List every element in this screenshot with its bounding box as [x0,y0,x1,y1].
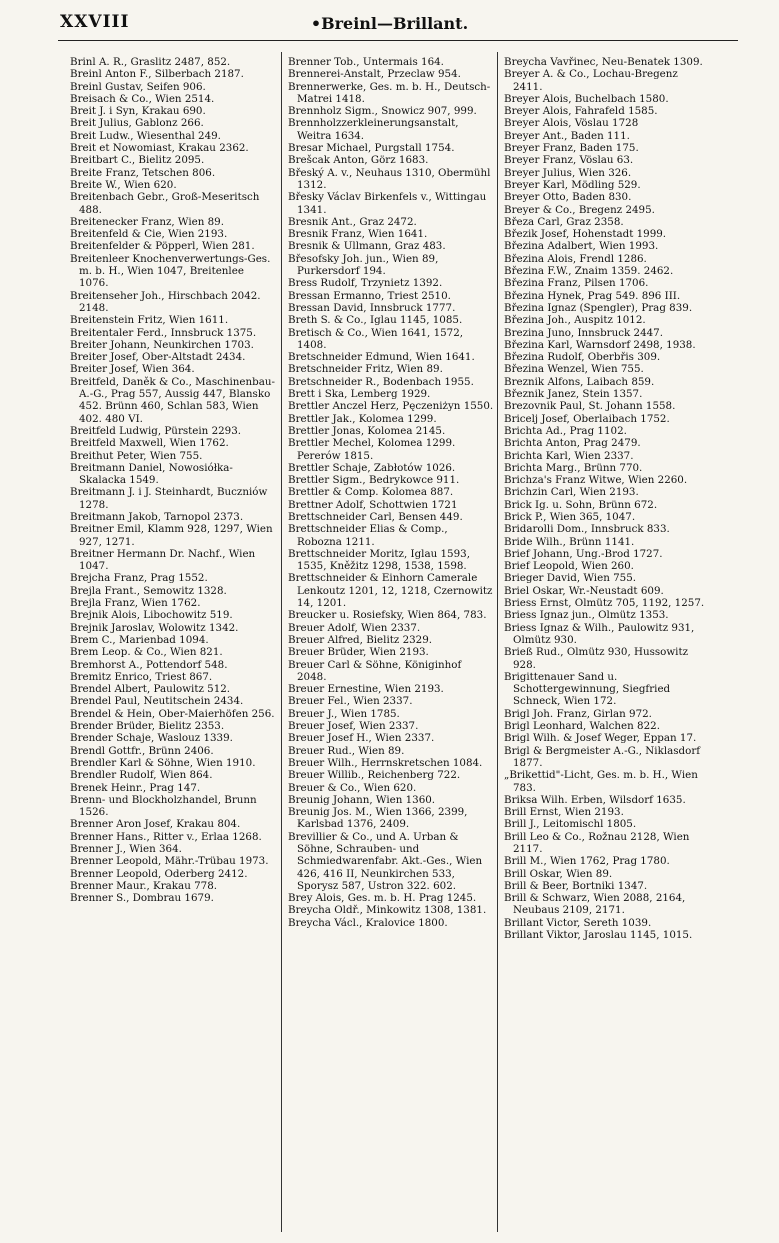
directory-entry: Breuer Alfred, Bielitz 2329. [288,633,433,646]
directory-entry: Brigl Leonhard, Walchen 822. [504,720,660,733]
directory-entry: Brichta Ad., Prag 1102. [504,424,627,437]
directory-entry: Bresnik & Ullmann, Graz 483. [288,240,446,253]
directory-entry: Breitenleer Knochenverwertungs-Ges. m. b. H., Wien 1047, Breitenlee 1076. [70,252,271,290]
directory-entry: Brill Oskar, Wien 89. [504,867,613,880]
directory-entry: Bressan David, Innsbruck 1777. [288,301,456,314]
directory-entry: Brichta Anton, Prag 2479. [504,437,641,450]
directory-entry: Breitenbach Gebr., Groß-Meseritsch 488. [70,191,260,216]
directory-entry: Briksa Wilh. Erben, Wilsdorf 1635. [504,793,686,806]
directory-entry: Brenner Leopold, Mähr.-Trübau 1973. [70,855,269,868]
directory-entry: Březa Carl, Graz 2358. [504,215,624,228]
directory-entry: Breyer Alois, Fahrafeld 1585. [504,105,658,118]
directory-entry: Brešcak Anton, Görz 1683. [288,154,429,167]
directory-entry: Breinl Gustav, Seifen 906. [70,80,206,93]
directory-entry: Bridarolli Dom., Innsbruck 833. [504,523,670,536]
directory-entry: Breuer Josef H., Wien 2337. [288,732,435,745]
directory-entry: Brett i Ska, Lemberg 1929. [288,388,431,401]
directory-entry: Bresar Michael, Purgstall 1754. [288,142,455,155]
directory-entry: Breitmann Jakob, Tarnopol 2373. [70,510,244,523]
directory-entry: Brill Ernst, Wien 2193. [504,806,624,819]
directory-entry: Březina Rudolf, Oberbřis 309. [504,351,661,364]
header-rule [58,40,738,41]
directory-entry: Březina Karl, Warnsdorf 2498, 1938. [504,338,696,351]
column-left [70,56,276,1236]
directory-entry: Breycha Vavřinec, Neu-Benatek 1309. [504,56,703,68]
directory-entry: Brill J., Leitomischl 1805. [504,818,637,831]
directory-entry: Breyer Julius, Wien 326. [504,166,632,179]
directory-entry: Březina Alois, Frendl 1286. [504,252,647,265]
directory-entry: Breyer Franz, Vöslau 63. [504,154,634,167]
directory-entry: Breitner Hermann Dr. Nachf., Wien 1047. [70,547,256,573]
directory-entry: Brem Leop. & Co., Wien 821. [70,646,223,659]
directory-entry: Breunig Jos. M., Wien 1366, 2399, Karlsbad 1376, 2409. [288,806,468,831]
directory-entry: Breyer Karl, Mödling 529. [504,178,641,191]
page-header [0,0,779,36]
directory-entry: Brichta Karl, Wien 2337. [504,449,634,462]
directory-entry: Breitmann J. i J. Steinhardt, Buczniów 1278. [70,486,268,511]
directory-entry: Brender Brüder, Bielitz 2353. [70,720,225,733]
directory-entry: Brill Leo & Co., Rožnau 2128, Wien 2117. [504,830,690,855]
directory-entry: Breuer Fel., Wien 2337. [288,695,413,708]
directory-entry: Brejcha Franz, Prag 1552. [70,572,208,585]
directory-entry: Břeský A. v., Neuhaus 1310, Obermühl 1312. [288,166,491,191]
directory-entry: Brick Ig. u. Sohn, Brünn 672. [504,498,658,511]
directory-entry: Breitner Emil, Klamm 928, 1297, Wien 927, 1271. [70,523,273,548]
directory-entry: Breite Franz, Tetschen 806. [70,166,216,179]
directory-entry: Bresnik Franz, Wien 1641. [288,228,428,241]
directory-entry: Breuer J., Wien 1785. [288,707,400,720]
directory-entry: Breucker u. Rosiefsky, Wien 864, 783. [288,609,487,622]
directory-entry: Březina Adalbert, Wien 1993. [504,240,659,253]
directory-entry: Brettler Sigm., Bedrykowce 911. [288,474,460,487]
directory-entry: Breitfeld Maxwell, Wien 1762. [70,437,229,450]
directory-entry: Brill & Beer, Bortniki 1347. [504,879,648,892]
directory-entry: Bricelj Josef, Oberlaibach 1752. [504,412,670,425]
directory-entry: Breit J. i Syn, Krakau 690. [70,105,206,118]
directory-entry: Breinl Anton F., Silberbach 2187. [70,68,244,81]
directory-entry: Brevillier & Co., und A. Urban & Söhne, Schrauben- und Schmiedwarenfabr. Akt.-Ges., Wien 426, 416 II, Neunkirchen 533, Sporysz 587, Ustron 322. 602. [288,830,483,892]
directory-entry: Bressan Ermanno, Triest 2510. [288,289,451,302]
directory-entry: Brief Leopold, Wien 260. [504,560,634,573]
directory-entry: Brigl & Bergmeister A.-G., Niklasdorf 1877. [504,744,701,769]
directory-entry: Brigittenauer Sand u. Schottergewinnung, Siegfried Schneck, Wien 172. [504,670,671,708]
directory-entry: Brichta Marg., Brünn 770. [504,461,643,474]
directory-entry: Breyer Ant., Baden 111. [504,129,630,142]
directory-entry: Bress Rudolf, Trzynietz 1392. [288,277,443,290]
directory-entry: Breycha Oldř., Minkowitz 1308, 1381. [288,904,487,917]
directory-entry: Brendel Paul, Neutitschein 2434. [70,695,244,708]
directory-entry: Brettler Anczel Herz, Pęczeniżyn 1550. [288,400,494,413]
directory-entry: Breit Julius, Gablonz 266. [70,117,204,130]
directory-entry: Breitentaler Ferd., Innsbruck 1375. [70,326,257,339]
directory-entry: Bretschneider Fritz, Wien 89. [288,363,443,376]
directory-entry: Břesky Václav Birkenfels v., Wittingau 1341. [288,191,487,216]
directory-entry: Brendel Albert, Paulowitz 512. [70,683,231,696]
directory-entry: Breunig Johann, Wien 1360. [288,793,436,806]
directory-entry: Bremitz Enrico, Triest 867. [70,670,213,683]
directory-entry: Brendler Karl & Söhne, Wien 1910. [70,756,256,769]
directory-entry: Brettner Adolf, Schottwien 1721 [288,498,458,511]
directory-entry: Breuer Willib., Reichenberg 722. [288,769,461,782]
directory-entry: Brettler Jak., Kolomea 1299. [288,412,437,425]
directory-entry: Brettschneider & Einhorn Camerale Lenkoutz 1201, 12, 1218, Czernowitz 14, 1201. [288,572,493,610]
directory-entry: Breithut Peter, Wien 755. [70,449,203,462]
directory-entry: Brettler Schaje, Zabłotów 1026. [288,461,456,474]
directory-entry: Brendler Rudolf, Wien 864. [70,769,213,782]
directory-entry: Brennholzzerkleinerungsanstalt, Weitra 1634. [288,117,459,142]
directory-entry: Breuer & Co., Wien 620. [288,781,417,794]
directory-entry: Brender Schaje, Waslouz 1339. [70,732,233,745]
directory-entry: Breiter Johann, Neunkirchen 1703. [70,338,254,351]
directory-entry: Brettler Mechel, Kolomea 1299. Pererów 1815. [288,437,456,462]
directory-entry: Breyer Otto, Baden 830. [504,191,632,204]
directory-entry: Brief Johann, Ung.-Brod 1727. [504,547,663,560]
directory-entry: Brigl Joh. Franz, Girlan 972. [504,707,652,720]
directory-entry: Breitenseher Joh., Hirschbach 2042. 2148. [70,289,261,314]
directory-entry: Breyer Alois, Buchelbach 1580. [504,92,669,105]
directory-entry: Brenner S., Dombrau 1679. [70,892,214,905]
directory-entry: Bretschneider Edmund, Wien 1641. [288,351,475,364]
directory-entry: Breyer A. & Co., Lochau-Bregenz 2411. [504,68,678,93]
directory-entry: Březik Josef, Hohenstadt 1999. [504,228,667,241]
directory-entry: Březina Wenzel, Wien 755. [504,363,644,376]
directory-entry: Brenn- und Blockholzhandel, Brunn 1526. [70,793,257,819]
directory-entry: Bretisch & Co., Wien 1641, 1572, 1408. [288,326,464,351]
directory-entry: Breth S. & Co., Iglau 1145, 1085. [288,314,463,327]
column-middle [288,56,494,1236]
column-right [504,56,710,1236]
directory-entry: Breuer Wilh., Herrnskretschen 1084. [288,756,483,769]
directory-entry: Brenner Hans., Ritter v., Erlaa 1268. [70,830,262,843]
directory-entry: Brejla Frant., Semowitz 1328. [70,584,227,597]
running-title: •Breinl—Brillant. [310,14,469,33]
directory-entry: Breyer Franz, Baden 175. [504,142,639,155]
directory-entry: Breitenfelder & Pöpperl, Wien 281. [70,240,255,253]
directory-entry: Brezina Juno, Innsbruck 2447. [504,326,663,339]
directory-entry: Březnik Janez, Stein 1357. [504,388,643,401]
directory-entry: Brennerwerke, Ges. m. b. H., Deutsch-Matrei 1418. [288,80,491,105]
directory-entry: Brichzin Carl, Wien 2193. [504,486,639,499]
directory-entry: Brendl Gottfr., Brünn 2406. [70,744,214,757]
directory-entry: Brenner Aron Josef, Krakau 804. [70,818,241,831]
directory-entry: Brettschneider Moritz, Iglau 1593, 1535, Kněžitz 1298, 1538, 1598. [288,547,470,573]
directory-entry: Brenner Leopold, Oderberg 2412. [70,867,248,880]
directory-entry: Březina F.W., Znaim 1359. 2462. [504,265,674,278]
directory-entry: Briess Ignaz & Wilh., Paulowitz 931, Olmütz 930. [504,621,695,646]
directory-entry: Brettler Jonas, Kolomea 2145. [288,424,446,437]
directory-entry: Breiter Josef, Wien 364. [70,363,195,376]
directory-entry: „Brikettid"-Licht, Ges. m. b. H., Wien 783. [504,769,698,794]
directory-entry: Brieger David, Wien 755. [504,572,637,585]
directory-entry: Březina Franz, Pilsen 1706. [504,277,649,290]
directory-entry: Brenner Maur., Krakau 778. [70,879,218,892]
directory-entry: Brettler & Comp. Kolomea 887. [288,486,454,499]
directory-entry: Briess Ignaz jun., Olmütz 1353. [504,609,669,622]
directory-entry: Brejnik Alois, Libochowitz 519. [70,609,233,622]
directory-entry: Brezovnik Paul, St. Johann 1558. [504,400,676,413]
directory-entry: Brill & Schwarz, Wien 2088, 2164, Neubaus 2109, 2171. [504,892,686,917]
directory-entry: Brey Alois, Ges. m. b. H. Prag 1245. [288,892,477,905]
directory-entry: Brennerei-Anstalt, Przeclaw 954. [288,68,461,81]
directory-entry: Brillant Viktor, Jaroslau 1145, 1015. [504,929,693,942]
directory-entry: Brettschneider Carl, Bensen 449. [288,510,463,523]
directory-entry: Březina Joh., Auspitz 1012. [504,314,646,327]
directory-entry: Breisach & Co., Wien 2514. [70,92,215,105]
directory-entry: Breitmann Daniel, Nowosiółka-Skalacka 1549. [70,461,233,487]
directory-entry: Bretschneider R., Bodenbach 1955. [288,375,474,388]
directory-entry: Březina Hynek, Prag 549. 896 III. [504,289,681,302]
directory-entry: Brennholz Sigm., Snowicz 907, 999. [288,105,477,118]
page-number: XXVIII [60,12,130,32]
directory-entry: Brinl A. R., Graslitz 2487, 852. [70,56,231,68]
directory-entry: Břesofsky Joh. jun., Wien 89, Purkersdorf 194. [288,252,439,278]
directory-entry: Breitenstein Fritz, Wien 1611. [70,314,229,327]
directory-entry: Breyer Alois, Vöslau 1728 [504,117,639,130]
directory-entry: Briel Oskar, Wr.-Neustadt 609. [504,584,664,597]
directory-entry: Breit Ludw., Wiesenthal 249. [70,129,221,142]
directory-entry: Brem C., Marienbad 1094. [70,633,209,646]
directory-entry: Brichza's Franz Witwe, Wien 2260. [504,474,688,487]
directory-entry: Breitbart C., Bielitz 2095. [70,154,205,167]
directory-entry: Breuer Carl & Söhne, Königinhof 2048. [288,658,462,683]
directory-entry: Breycha Václ., Kralovice 1800. [288,916,448,929]
directory-entry: Brick P., Wien 365, 1047. [504,510,636,523]
column-divider-left [281,52,282,1232]
directory-entry: Briess Ernst, Olmütz 705, 1192, 1257. [504,597,705,610]
directory-entry: Breitenfeld & Cie, Wien 2193. [70,228,228,241]
directory-entry: Breuer Josef, Wien 2337. [288,720,419,733]
directory-entry: Brejla Franz, Wien 1762. [70,597,201,610]
directory-entry: Breite W., Wien 620. [70,178,177,191]
directory-entry: Breuer Brüder, Wien 2193. [288,646,429,659]
column-divider-right [497,52,498,1232]
directory-entry: Breitenecker Franz, Wien 89. [70,215,225,228]
directory-entry: Breyer & Co., Bregenz 2495. [504,203,655,216]
directory-entry: Breitfeld Ludwig, Pürstein 2293. [70,424,242,437]
directory-entry: Brenner J., Wien 364. [70,843,182,855]
directory-entry: Breuer Adolf, Wien 2337. [288,621,421,634]
directory-entry: Breit et Nowomiast, Krakau 2362. [70,142,249,155]
directory-entry: Breiter Josef, Ober-Altstadt 2434. [70,351,246,364]
directory-entry: Brieß Rud., Olmütz 930, Hussowitz 928. [504,646,689,671]
directory-entry: Brendel & Hein, Ober-Maierhöfen 256. [70,707,275,720]
directory-entry: Breuer Rud., Wien 89. [288,744,405,757]
directory-entry: Bremhorst A., Pottendorf 548. [70,658,228,671]
directory-entry: Bresnik Ant., Graz 2472. [288,215,417,228]
directory-entry: Breznik Alfons, Laibach 859. [504,375,655,388]
directory-entry: Brenek Heinr., Prag 147. [70,781,201,794]
directory-entry: Breitfeld, Daněk & Co., Maschinenbau-A.-G., Prag 557, Aussig 447, Blansko 452. Brünn 460, Schlan 583, Wien 402. 480 VI. [70,375,275,425]
directory-entry: Breuer Ernestine, Wien 2193. [288,683,444,696]
directory-entry: Brenner Tob., Untermais 164. [288,56,444,68]
directory-entry: Brejnik Jaroslav, Wolowitz 1342. [70,621,239,634]
directory-entry: Brettschneider Elias & Comp., Robozna 1211. [288,523,448,548]
directory-entry: Březina Ignaz (Spengler), Prag 839. [504,301,693,314]
directory-entry: Brigl Wilh. & Josef Weger, Eppan 17. [504,732,697,745]
directory-entry: Bride Wilh., Brünn 1141. [504,535,635,548]
directory-entry: Brillant Victor, Sereth 1039. [504,916,652,929]
directory-entry: Brill M., Wien 1762, Prag 1780. [504,855,670,868]
